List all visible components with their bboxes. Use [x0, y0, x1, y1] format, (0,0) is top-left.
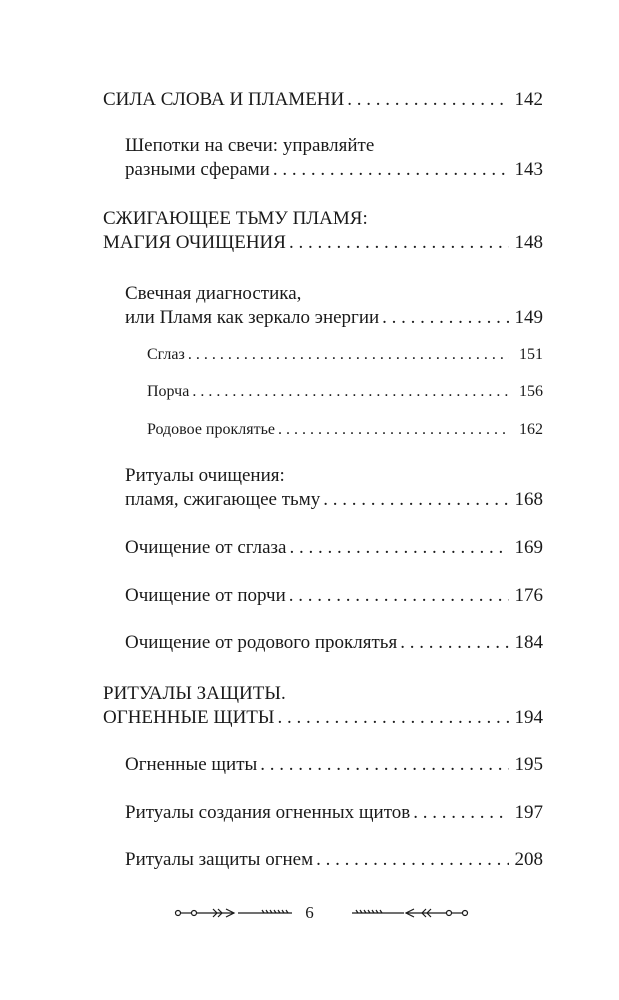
toc-page-number: 143 [514, 159, 543, 180]
toc-entry-title: Очищение от сглаза [125, 537, 287, 558]
toc-entry[interactable] [103, 682, 543, 730]
toc-entry[interactable] [125, 848, 543, 872]
toc-entry[interactable] [125, 584, 543, 608]
toc-entry[interactable] [125, 536, 543, 560]
toc-entry-title: Ритуалы защиты огнем [125, 849, 314, 870]
toc-entry[interactable] [125, 282, 543, 330]
toc-entry-title: Ритуалы создания огненных щитов [125, 802, 411, 823]
page-number: 6 [305, 903, 314, 922]
toc-entry[interactable] [125, 631, 543, 655]
toc-entry[interactable] [125, 134, 543, 182]
toc-entry[interactable] [147, 418, 543, 442]
toc-page-number: 176 [514, 585, 543, 606]
dot-leader [273, 158, 509, 182]
toc-entry-title: МАГИЯ ОЧИЩЕНИЯ [103, 232, 286, 253]
toc-entry-title: Порча [147, 383, 190, 400]
toc-page-number: 162 [519, 421, 543, 438]
toc-page-number: 168 [514, 489, 543, 510]
toc-entry[interactable] [125, 753, 543, 777]
toc-entry[interactable] [125, 464, 543, 512]
toc-entry-title: пламя, сжигающее тьму [125, 489, 321, 510]
toc-page-number: 142 [514, 89, 543, 110]
dot-leader [192, 380, 509, 404]
dot-leader [382, 306, 509, 330]
toc-entry-title-line: Шепотки на свечи: управляйте [125, 135, 375, 156]
toc-entry-title-line: Свечная диагностика, [125, 283, 302, 304]
dot-leader [413, 801, 509, 825]
toc-entry[interactable] [125, 801, 543, 825]
toc-entry-title: Огненные щиты [125, 754, 258, 775]
toc-page-number: 169 [514, 537, 543, 558]
dot-leader [289, 536, 509, 560]
toc-entry-title: Очищение от родового проклятья [125, 632, 398, 653]
toc-entry-title-line: СЖИГАЮЩЕЕ ТЬМУ ПЛАМЯ: [103, 208, 368, 229]
toc-page-number: 194 [514, 707, 543, 728]
dot-leader [316, 848, 509, 872]
toc-entry[interactable] [147, 380, 543, 404]
toc-entry[interactable] [147, 343, 543, 367]
toc-page-number: 197 [514, 802, 543, 823]
toc-entry-title-line: РИТУАЛЫ ЗАЩИТЫ. [103, 683, 286, 704]
dot-leader [347, 88, 509, 112]
dot-leader [277, 706, 509, 730]
dot-leader [260, 753, 509, 777]
dot-leader [289, 231, 509, 255]
toc-entry-title: Сглаз [147, 346, 185, 363]
dot-leader [400, 631, 509, 655]
dot-leader [289, 584, 509, 608]
toc-page-number: 149 [514, 307, 543, 328]
toc-page-number: 156 [519, 383, 543, 400]
toc-entry[interactable] [103, 88, 543, 112]
toc-page-number: 184 [514, 632, 543, 653]
toc-entry-title: Родовое проклятье [147, 421, 275, 438]
toc-entry[interactable] [103, 207, 543, 255]
toc-entry-title: или Пламя как зеркало энергии [125, 307, 380, 328]
toc-page-number: 208 [514, 849, 543, 870]
dot-leader [323, 488, 509, 512]
toc-page-number: 151 [519, 346, 543, 363]
toc-entry-title: разными сферами [125, 159, 270, 180]
toc-page-number: 195 [514, 754, 543, 775]
toc-entry-title: ОГНЕННЫЕ ЩИТЫ [103, 707, 275, 728]
toc-page-number: 148 [514, 232, 543, 253]
dot-leader [188, 343, 509, 367]
toc-entry-title-line: Ритуалы очищения: [125, 465, 285, 486]
dot-leader [278, 418, 509, 442]
toc-entry-title: СИЛА СЛОВА И ПЛАМЕНИ [103, 89, 345, 110]
toc-entry-title: Очищение от порчи [125, 585, 286, 606]
